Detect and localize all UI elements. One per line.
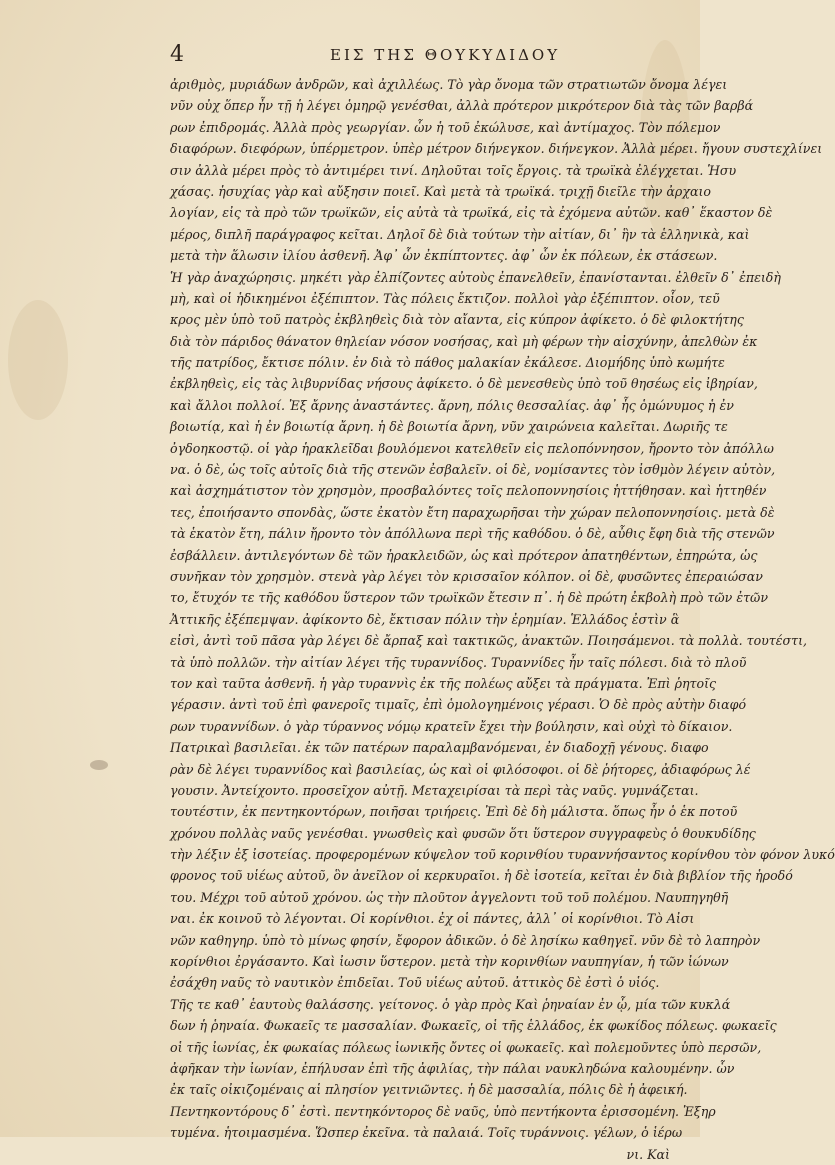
text-line: ρὰν δὲ λέγει τυραννίδος καὶ βασιλείας, ὡς καὶ οἱ φιλόσοφοι. οἱ δὲ ῥήτορες, ἀδιαφόρως λέ [170, 761, 751, 777]
text-line: τυμένα. ἡτοιμασμένα. Ὥσπερ ἐκεῖνα. τὰ παλαιά. Τοῖς τυράννοις. γέλων, ὁ ἱέρω [170, 1125, 683, 1141]
text-line: το, ἔτυχόν τε τῆς καθόδου ὕστερον τῶν τρωϊκῶν ἔτεσιν π᾽. ἡ δὲ πρώτη ἐκβολὴ πρὸ τῶν ἐτῶν [170, 590, 768, 606]
text-line: τον καὶ ταῦτα ἀσθενῆ. ἡ γὰρ τυραννὶς ἐκ τῆς πολέως αὔξει τὰ πράγματα. Ἐπὶ ῥητοῖς [170, 675, 717, 691]
text-line: ρων τυραννίδων. ὁ γὰρ τύραννος νόμῳ κρατεῖν ἔχει τὴν βούλησιν, καὶ οὐχὶ τὸ δίκαιον. [170, 718, 733, 734]
text-line: τουτέστιν, ἐκ πεντηκοντόρων, ποιῆσαι τριήρεις. Ἐπὶ δὲ δὴ μάλιστα. ὅπως ἦν ὁ ἑκ ποτοῦ [170, 804, 738, 820]
text-line: ὀγδοηκοστῷ. οἱ γὰρ ἡρακλεῖδαι βουλόμενοι κατελθεῖν εἰς πελοπόννησον, ἤροντο τὸν ἀπόλλω [170, 440, 774, 456]
text-line: τες, ἐποιήσαντο σπονδὰς, ὥστε ἐκατὸν ἔτη παραχωρῆσαι τὴν χώραν πελοποννησίοις. μετὰ δὲ [170, 504, 775, 520]
text-line: συνῆκαν τὸν χρησμὸν. στενὰ γὰρ λέγει τὸν κρισσαῖον κόλπον. οἱ δὲ, φυσῶντες ἐπεραιώσαν [170, 568, 763, 584]
text-line: γουσιν. Ἀντείχοντο. προσεῖχον αὐτῇ. Μεταχειρίσαι τὰ περὶ τὰς ναῦς. γυμνάζεται. [170, 782, 699, 798]
text-line: ἀριθμὸς, μυριάδων ἀνδρῶν, καὶ ἀχιλλέως. Τὸ γὰρ ὄνομα τῶν στρατιωτῶν ὄνομα λέγει [170, 77, 728, 92]
text-line: γέρασιν. ἀντὶ τοῦ ἐπὶ φανεροῖς τιμαῖς, ἐπὶ ὁμολογημένοις γέρασι. Ὁ δὲ πρὸς αὐτὴν διαφό [170, 697, 747, 713]
page-header [170, 42, 670, 72]
text-line: χάσας. ἡσυχίας γὰρ καὶ αὔξησιν ποιεῖ. Καὶ μετὰ τὰ τρωϊκά. τριχῇ διεῖλε τὴν ἀρχαιο [170, 183, 711, 199]
text-line: βοιωτίᾳ, καὶ ἡ ἐν βοιωτίᾳ ἄρνη. ἡ δὲ βοιωτία ἄρνη, νῦν χαιρώνεια καλεῖται. Δωριῆς τε [170, 419, 728, 435]
running-title: ΕΙΣ ΤΗΣ ΘΟΥΚΥΔΙΔΟΥ [330, 46, 561, 64]
text-line: Ἡ γὰρ ἀναχώρησις. μηκέτι γὰρ ἐλπίζοντες αὐτοὺς ἐπανελθεῖν, ἐπανίστανται. ἐλθεῖν δ᾽ ἐπειδὴ [170, 269, 781, 285]
text-line: φρονος τοῦ υἱέως αὐτοῦ, ὃν ἀνεῖλον οἱ κερκυραῖοι. ἡ δὲ ἰσοτεία, κεῖται ἐν διὰ βιβλίον τῆς ἡροδό [170, 868, 793, 884]
paper-stain [8, 300, 68, 420]
text-line: μέρος, διπλῆ παράγραφος κεῖται. Δηλοῖ δὲ διὰ τούτων τὴν αἰτίαν, δι᾽ ἣν τὰ ἑλληνικὰ, καὶ [170, 226, 750, 242]
text-line: να. ὁ δὲ, ὡς τοῖς αὐτοῖς διὰ τῆς στενῶν ἐσβαλεῖν. οἱ δὲ, νομίσαντες τὸν ἰσθμὸν λέγειν αὐτὸν, [170, 462, 776, 478]
text-line: τὰ ἑκατὸν ἔτη, πάλιν ἤροντο τὸν ἀπόλλωνα περὶ τῆς καθόδου. ὁ δὲ, αὖθις ἔφη διὰ τῆς στενῶν [170, 526, 775, 542]
text-line: οἱ τῆς ἰωνίας, ἐκ φωκαίας πόλεως ἰωνικῆς ὄντες οἱ φωκαεῖς. καὶ πολεμοῦντες ὑπὸ περσῶν, [170, 1039, 762, 1055]
text-line: Ἀττικῆς ἐξέπεμψαν. ἀφίκοντο δὲ, ἔκτισαν πόλιν τὴν ἐρημίαν. Ἑλλάδος ἐστὶν ἃ [170, 611, 680, 627]
text-line: νῦν οὐχ ὅπερ ἦν τῇ ἡ λέγει ὁμηρῷ γενέσθαι, ἀλλὰ πρότερον μικρότερον διὰ τὰς τῶν βαρβά [170, 98, 754, 114]
text-line: νι. Καὶ [626, 1146, 670, 1162]
text-line: κρος μὲν ὑπὸ τοῦ πατρὸς ἐκβληθεὶς διὰ τὸν αἴαντα, εἰς κύπρον ἀφίκετο. ὁ δὲ φιλοκτήτης [170, 312, 744, 328]
text-line: ἀφῆκαν τὴν ἰωνίαν, ἐπήλυσαν ἐπὶ τῆς ἀφιλίας, τὴν πάλαι ναυκληδώνα καλουμένην. ὧν [170, 1060, 735, 1076]
text-line: διαφόρων. διεφόρων, ὑπέρμετρον. ὑπὲρ μέτρον διήνεγκον. διήνεγκον. Ἀλλὰ μέρει. ἤγουν συστεχλίνει [170, 141, 823, 157]
text-line: Πεντηκοντόρους δ᾽ ἐστὶ. πεντηκόντορος δὲ ναῦς, ὑπὸ πεντήκοντα ἐρισσομένη. Ἐξηρ [170, 1103, 716, 1119]
text-line: χρόνου πολλὰς ναῦς γενέσθαι. γνωσθεὶς καὶ φυσῶν ὅτι ὕστερον συγγραφεὺς ὁ θουκυδίδης [170, 825, 756, 841]
text-line: Τῆς τε καθ᾽ ἑαυτοὺς θαλάσσης. γείτονος. ὁ γὰρ πρὸς Καὶ ῥηναίαν ἐν ᾧ, μία τῶν κυκλά [170, 996, 731, 1012]
text-line: τὰ ὑπὸ πολλῶν. τὴν αἰτίαν λέγει τῆς τυραννίδος. Τυραννίδες ἦν ταῖς πόλεσι. διὰ τὸ πλοῦ [170, 654, 747, 670]
text-line: δων ἡ ῥηναία. Φωκαεῖς τε μασσαλίαν. Φωκαεῖς, οἱ τῆς ἑλλάδος, ἐκ φωκίδος πόλεως. φωκαεῖς [170, 1018, 777, 1034]
text-line: διὰ τὸν πάριδος θάνατον θηλείαν νόσον νοσήσας, καὶ μὴ φέρων τὴν αἰσχύνην, ἀπελθὼν ἐκ [170, 333, 758, 349]
text-line: εἰσὶ, ἀντὶ τοῦ πᾶσα γὰρ λέγει δὲ ἄρπαξ καὶ τακτικῶς, ἀνακτῶν. Ποιησάμενοι. τὰ πολλὰ. τουτέστι, [170, 633, 808, 649]
text-line: ἐσάχθη ναῦς τὸ ναυτικὸν ἐπιδεῖαι. Τοῦ υἱέως αὐτοῦ. ἀττικὸς δὲ ἐστὶ ὁ υἱός. [170, 975, 660, 991]
text-line: ἐκβληθεὶς, εἰς τὰς λιβυρνίδας νήσους ἀφίκετο. ὁ δὲ μενεσθεὺς ὑπὸ τοῦ θησέως εἰς ἰβηρίαν, [170, 376, 758, 392]
text-line: ἐσβάλλειν. ἀντιλεγόντων δὲ τῶν ἡρακλειδῶν, ὡς καὶ πρότερον ἀπατηθέντων, ἐπηρώτα, ὡς [170, 547, 758, 563]
text-line: λογίαν, εἰς τὰ πρὸ τῶν τρωϊκῶν, εἰς αὐτὰ τὰ τρωϊκά, εἰς τὰ ἐχόμενα αὐτῶν. καθ᾽ ἕκαστον δὲ [170, 205, 773, 221]
text-line: καὶ ἄλλοι πολλοί. Ἐξ ἄρνης ἀναστάντες. ἄρνη, πόλις θεσσαλίας. ἀφ᾽ ἧς ὁμώνυμος ἡ ἐν [170, 397, 734, 413]
text-line: νῶν καθηγηρ. ὑπὸ τὸ μίνως φησίν, ἔφορον ἀδικῶν. ὁ δὲ λησίκω καθηγεῖ. νῦν δὲ τὸ λαπηρὸν [170, 932, 761, 948]
text-line: ναι. ἐκ κοινοῦ τὸ λέγονται. Οἱ κορίνθιοι. ἐχ οἱ πάντες, ἀλλ᾽ οἱ κορίνθιοι. Τὸ Αἰσι [170, 911, 695, 927]
text-line: ρων ἐπιδρομάς. Ἀλλὰ πρὸς γεωργίαν. ὧν ἡ τοῦ ἐκώλυσε, καὶ ἀντίμαχος. Τὸν πόλεμον [170, 119, 721, 135]
scholia-text-block [170, 74, 835, 1165]
text-line: μὴ, καὶ οἱ ἡδικημένοι ἐξέπιπτον. Τὰς πόλεις ἔκτιζον. πολλοὶ γὰρ ἐξέπιπτον. οἷον, τεῦ [170, 290, 720, 306]
text-line: κορίνθιοι ἐργάσαντο. Καὶ ἰωσιν ὕστερον. μετὰ τὴν κορινθίων ναυπηγίαν, ἡ τῶν ἰώνων [170, 954, 729, 970]
ink-blot [90, 760, 108, 770]
text-line: καὶ ἀσχημάτιστον τὸν χρησμὸν, προσβαλόντες τοῖς πελοποννησίοις ἡττήθησαν. καὶ ἡττηθέν [170, 483, 767, 499]
page-number: 4 [170, 42, 184, 67]
text-line: ἐκ ταῖς οἰκιζομέναις αἱ πλησίον γειτνιῶντες. ἡ δὲ μασσαλία, πόλις δὲ ἡ ἀφεική. [170, 1082, 688, 1098]
text-line: μετὰ τὴν ἅλωσιν ἰλίου ἀσθενῆ. Ἀφ᾽ ὧν ἐκπίπτοντες. ἀφ᾽ ὧν ἐκ πόλεων, ἐκ στάσεων. [170, 248, 718, 264]
text-line: τὴν λέξιν ἐξ ἰσοτείας. προφερομένων κύψελον τοῦ κορινθίου τυραννήσαντος κορίνθου τὸν φόνον λυκό [170, 847, 835, 863]
text-line: σιν ἀλλὰ μέρει πρὸς τὸ ἀντιμέρει τινί. Δηλοῦται τοῖς ἔργοις. τὰ τρωϊκὰ ἐλέγχεται. Ἡσυ [170, 162, 737, 178]
text-line: Πατρικαὶ βασιλεῖαι. ἐκ τῶν πατέρων παραλαμβανόμεναι, ἐν διαδοχῇ γένους. διαφο [170, 740, 709, 756]
text-line: τῆς πατρίδος, ἔκτισε πόλιν. ἐν διὰ τὸ πάθος μαλακίαν ἐκάλεσε. Διομήδης ὑπὸ κωμήτε [170, 355, 725, 371]
text-line: του. Μέχρι τοῦ αὐτοῦ χρόνου. ὡς τὴν πλοῦτον ἀγγελοντι τοῦ τοῦ πολέμου. Ναυπηγηθῆ [170, 889, 729, 905]
